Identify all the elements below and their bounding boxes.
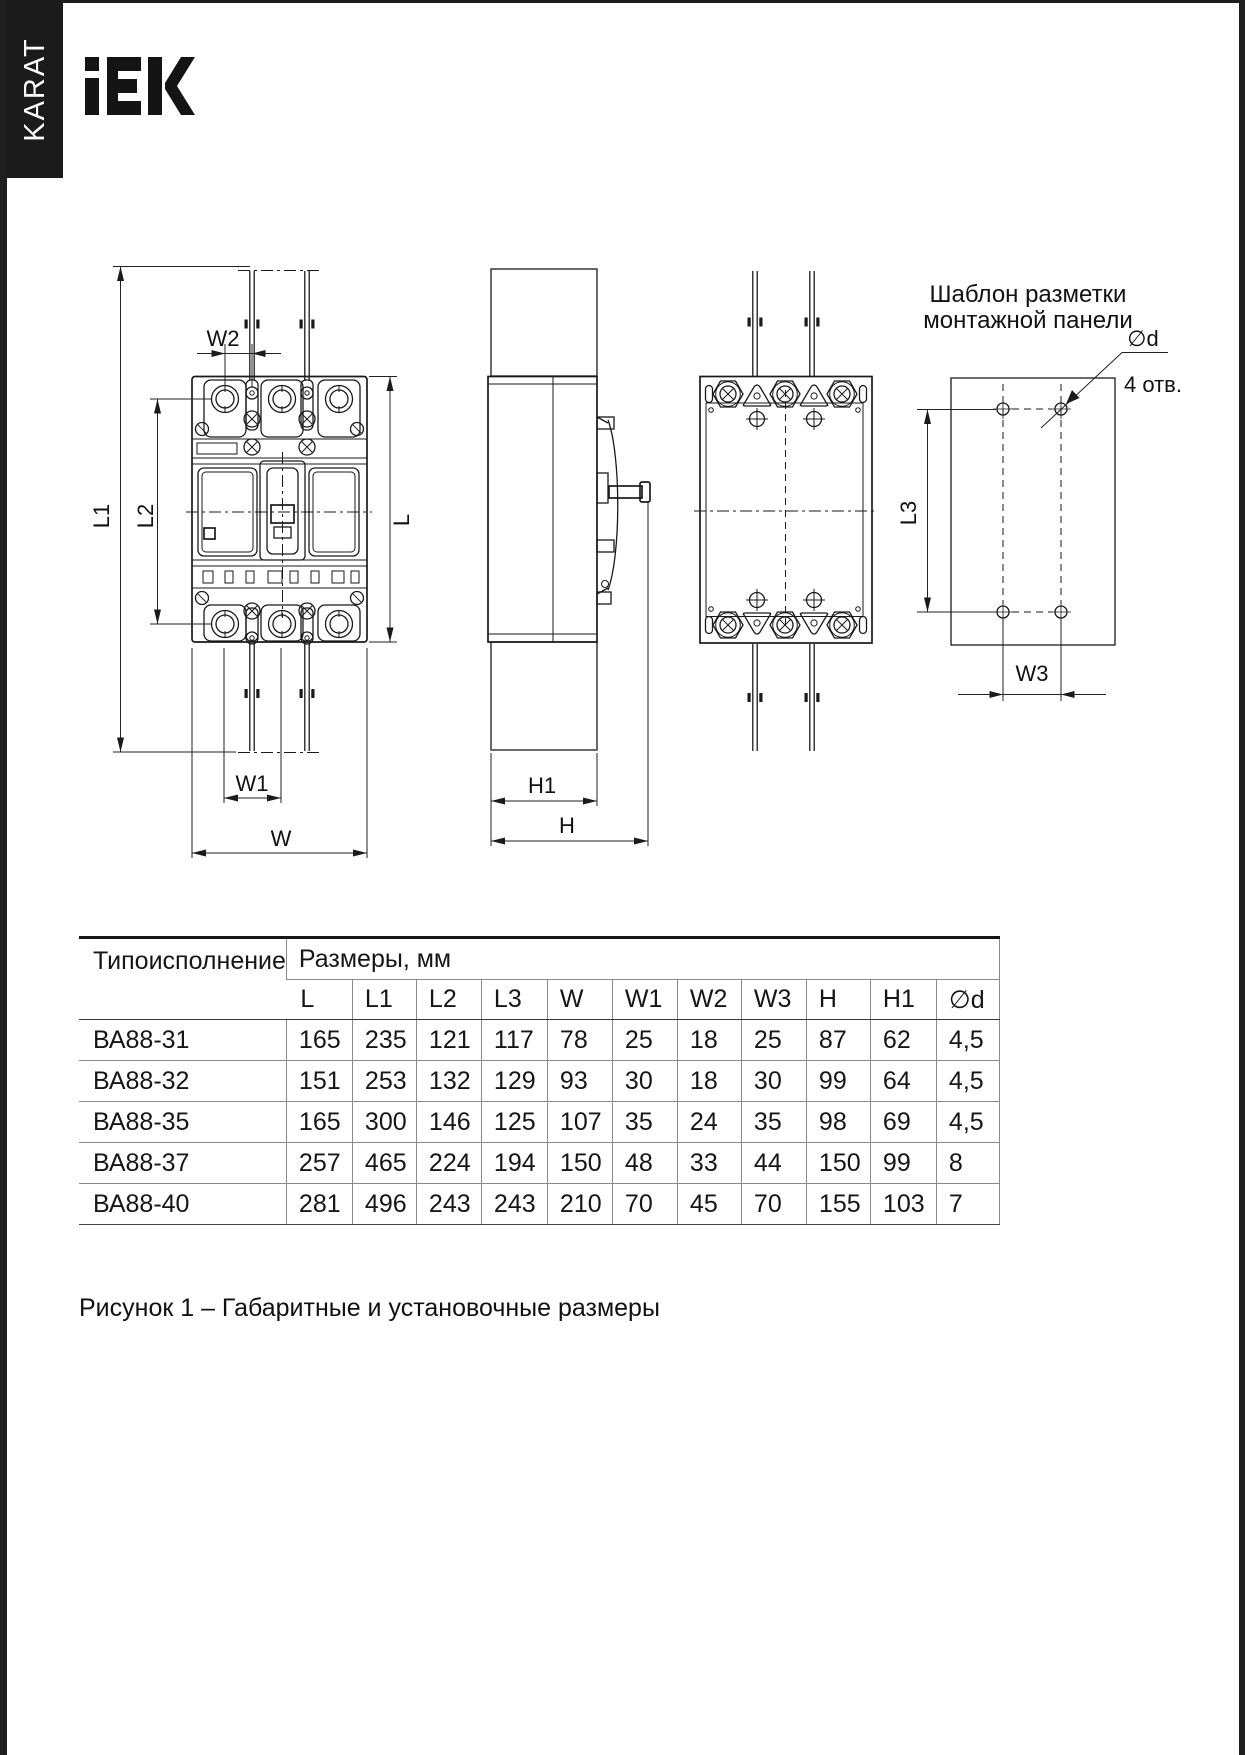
column-header: L2 xyxy=(416,980,481,1020)
side-view-dimensions xyxy=(491,502,648,846)
row-type-name: ВА88-32 xyxy=(79,1061,286,1102)
column-header: H1 xyxy=(870,980,936,1020)
column-header: W xyxy=(547,980,612,1020)
dim-label-h1: H1 xyxy=(527,773,557,798)
table-row: ВА88-40 281 496 243 243 210 70 45 70 155 103 7 xyxy=(79,1184,999,1225)
column-header-type: Типоисполнение xyxy=(79,938,286,1020)
karat-sidebar-label: KARAT xyxy=(18,36,51,142)
table-row: ВА88-35 165 300 146 125 107 35 24 35 98 69 4,5 xyxy=(79,1102,999,1143)
dim-label-l2: L2 xyxy=(133,503,158,529)
dimensions-table xyxy=(79,936,1000,1225)
table-row: ВА88-32 151 253 132 129 93 30 18 30 99 64 4,5 xyxy=(79,1061,999,1102)
column-header: L3 xyxy=(481,980,547,1020)
rear-view xyxy=(694,271,878,751)
column-header: W1 xyxy=(612,980,677,1020)
dim-label-w2: W2 xyxy=(206,326,240,351)
hole-diameter-label: ∅d xyxy=(1127,326,1159,351)
dim-label-l3: L3 xyxy=(896,500,921,526)
figure-caption: Рисунок 1 – Габаритные и установочные размеры xyxy=(79,1294,660,1322)
panel-template-title-line2: монтажной панели xyxy=(923,307,1133,334)
row-type-name: ВА88-35 xyxy=(79,1102,286,1143)
dim-label-l: L xyxy=(389,513,414,527)
table-header-row xyxy=(79,938,999,980)
dim-label-l1: L1 xyxy=(89,503,114,529)
dim-label-h: H xyxy=(559,813,575,838)
column-group-header: Размеры, мм xyxy=(286,938,999,980)
front-view-dimensions xyxy=(89,267,414,859)
column-header: W2 xyxy=(677,980,741,1020)
column-header: L1 xyxy=(352,980,416,1020)
dim-label-w3: W3 xyxy=(1015,661,1049,686)
panel-template-title-line1: Шаблон разметки xyxy=(929,281,1127,308)
holes-count-label: 4 отв. xyxy=(1124,372,1182,397)
dim-label-w: W xyxy=(270,826,292,851)
column-header: L xyxy=(286,980,352,1020)
column-header: W3 xyxy=(741,980,806,1020)
row-type-name: ВА88-37 xyxy=(79,1143,286,1184)
dim-label-w1: W1 xyxy=(235,771,269,796)
row-type-name: ВА88-31 xyxy=(79,1020,286,1061)
column-header: H xyxy=(806,980,870,1020)
side-view xyxy=(488,269,650,750)
row-type-name: ВА88-40 xyxy=(79,1184,286,1225)
column-header: ∅d xyxy=(936,980,999,1020)
table-row: ВА88-31 165 235 121 117 78 25 18 25 87 62 4,5 xyxy=(79,1020,999,1061)
table-row: ВА88-37 257 465 224 194 150 48 33 44 150 99 8 xyxy=(79,1143,999,1184)
panel-template-view xyxy=(896,281,1182,701)
